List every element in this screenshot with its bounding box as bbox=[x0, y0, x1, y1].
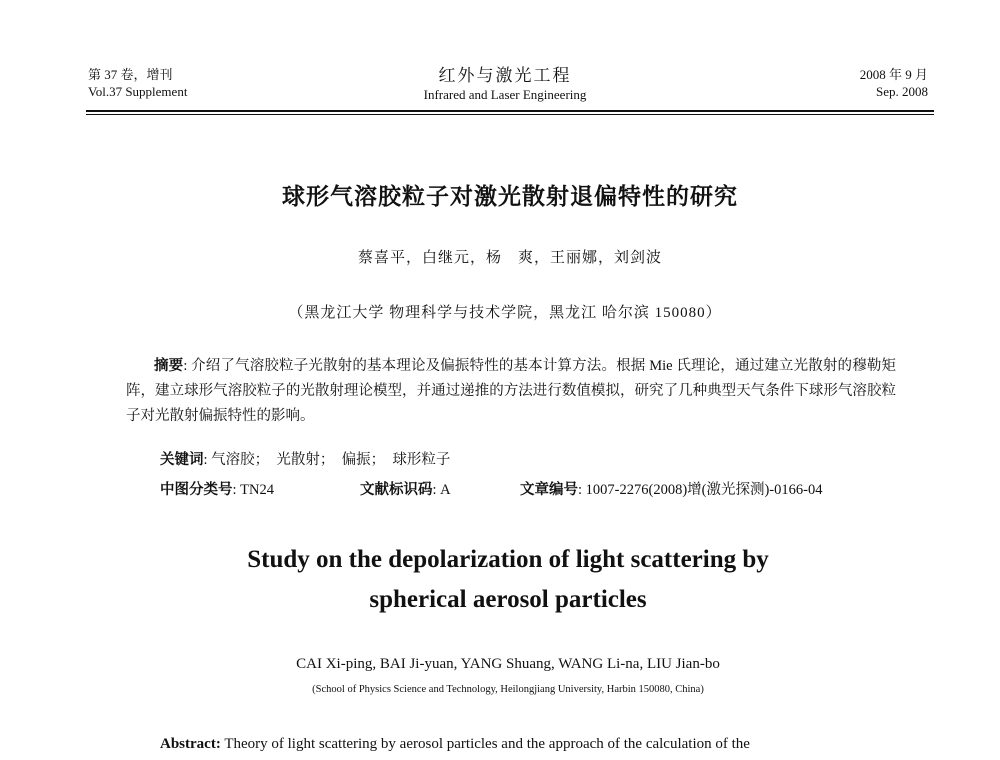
clc-group: 中图分类号: TN24 bbox=[160, 482, 274, 498]
header-journal-en: Infrared and Laser Engineering bbox=[423, 87, 587, 102]
header-rule-thick bbox=[86, 110, 934, 112]
abstract-cn-text: 介绍了气溶胶粒子光散射的基本理论及偏振特性的基本计算方法。根据 Mie 氏理论，通过建立光散射的穆勒矩阵，建立球形气溶胶粒子的光散射理论模型，并通过递推的方法进行数值模拟，研究了几种典型天气条件下球形气溶胶粒子对光散射偏振特性的影响。 bbox=[126, 358, 896, 424]
article-no-group: 文章编号: 1007-2276(2008)增(激光探测)-0166-04 bbox=[520, 482, 823, 498]
header-date-cn: 2008 年 9 月 bbox=[859, 67, 928, 82]
abstract-cn-colon: : bbox=[183, 358, 192, 374]
doc-code-group: 文献标识码: A bbox=[360, 482, 451, 498]
clc-value: TN24 bbox=[240, 482, 274, 498]
article-no-value: 1007-2276(2008)增(激光探测)-0166-04 bbox=[585, 482, 823, 498]
paper-title-en bbox=[0, 540, 1000, 620]
affiliation-en: (School of Physics Science and Technology, Heilongjiang University, Harbin 150080, China) bbox=[312, 684, 704, 695]
article-no-label: 文章编号 bbox=[520, 482, 578, 498]
affiliation-cn: （黑龙江大学 物理科学与技术学院，黑龙江 哈尔滨 150080） bbox=[288, 305, 722, 321]
header-date bbox=[860, 66, 928, 100]
keywords-cn bbox=[160, 448, 450, 469]
abstract-en-text: Theory of light scattering by aerosol particles and the approach of the calculation of the bbox=[224, 736, 750, 752]
authors-en: CAI Xi-ping, BAI Ji-yuan, YANG Shuang, WANG Li-na, LIU Jian-bo bbox=[296, 656, 720, 672]
keywords-cn-text: 气溶胶； 光散射； 偏振； 球形粒子 bbox=[211, 452, 451, 468]
header-volume-en: Vol.37 Supplement bbox=[88, 84, 188, 99]
header-journal bbox=[0, 66, 1000, 103]
keywords-cn-label: 关键词 bbox=[160, 452, 204, 468]
classification-line bbox=[160, 478, 900, 499]
abstract-en bbox=[160, 736, 900, 753]
header-rule-thin bbox=[86, 114, 934, 115]
abstract-en-label: Abstract: bbox=[160, 736, 221, 752]
authors-cn: 蔡喜平，白继元，杨 爽，王丽娜，刘剑波 bbox=[357, 250, 662, 266]
header-journal-cn: 红外与激光工程 bbox=[438, 66, 572, 85]
paper-title-en-line1: Study on the depolarization of light scattering by bbox=[247, 546, 769, 573]
doc-code-label: 文献标识码 bbox=[360, 482, 433, 498]
paper-title-en-line2: spherical aerosol particles bbox=[369, 586, 647, 613]
clc-label: 中图分类号 bbox=[160, 482, 233, 498]
abstract-cn-label: 摘要 bbox=[154, 358, 184, 374]
header-volume-cn: 第 37 卷，增刊 bbox=[88, 67, 173, 82]
abstract-cn bbox=[126, 354, 896, 429]
doc-code-value: A bbox=[440, 482, 451, 498]
paper-title-cn: 球形气溶胶粒子对激光散射退偏特性的研究 bbox=[282, 184, 738, 210]
header-date-en: Sep. 2008 bbox=[876, 84, 928, 99]
keywords-cn-colon: : bbox=[203, 452, 212, 468]
